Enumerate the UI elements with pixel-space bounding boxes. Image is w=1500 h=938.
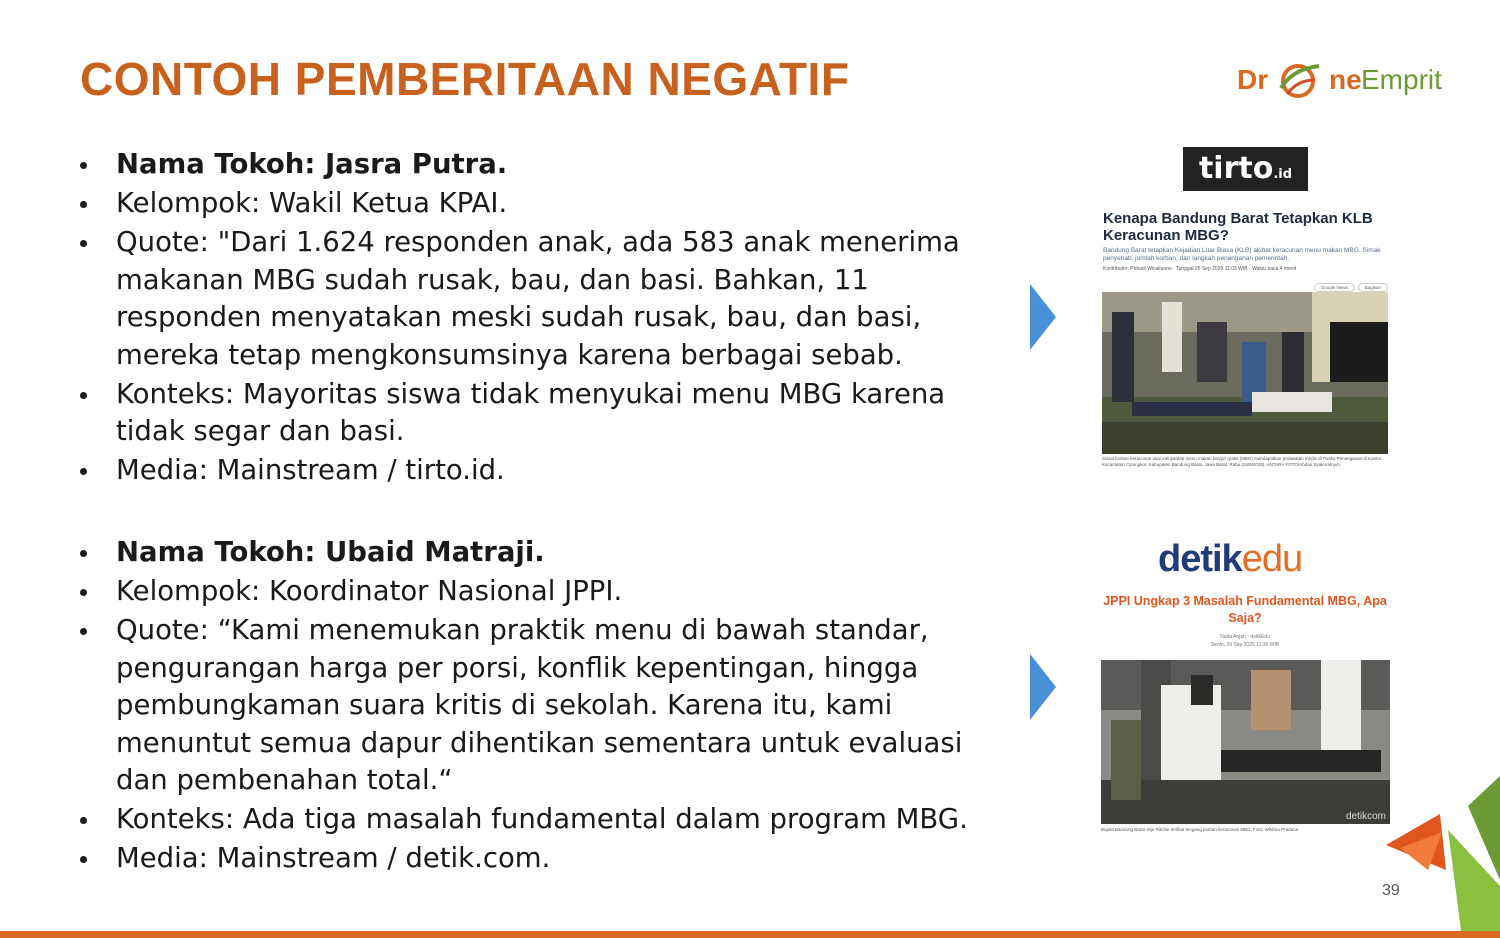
logo-text-part3: Emprit (1361, 64, 1442, 95)
tirto-photo-caption: Siswa korban keracunan usai menyantap menu makan bergizi gratis (MBG) mendapatkan perawatan medis di Posko Penanganan di Kantor Kecamatan Cipongkor, Kabupaten Bandung Barat, Jawa Barat, Rabu (24/9/2025). ANTARA FOTO/Abdan Syakura/nym. (1102, 456, 1382, 467)
bullet-group: Kelompok: Koordinator Nasional JPPI. (78, 573, 1008, 611)
corner-decoration (1380, 770, 1500, 938)
tirto-headline: Kenapa Bandung Barat Tetapkan KLB Keracunan MBG? (1103, 210, 1373, 244)
bullet-name: Nama Tokoh: Ubaid Matraji. (78, 534, 1008, 572)
tirto-logo (1183, 147, 1308, 191)
bullet-group: Kelompok: Wakil Ketua KPAI. (78, 185, 1008, 223)
tirto-logo-main: tirto (1198, 151, 1274, 186)
tirto-article-card (1100, 210, 1390, 472)
detik-logo-main: detik (1158, 538, 1242, 580)
bottom-accent-line (0, 931, 1500, 938)
slide-title: CONTOH PEMBERITAAN NEGATIF (80, 53, 850, 105)
bullet-context: Konteks: Ada tiga masalah fundamental dalam program MBG. (78, 801, 1008, 839)
detikedu-logo (1158, 538, 1302, 581)
detik-article-photo (1101, 660, 1390, 824)
bullet-context: Konteks: Mayoritas siswa tidak menyukai menu MBG karena tidak segar dan basi. (78, 376, 1008, 451)
tirto-article-photo (1102, 292, 1388, 454)
detik-photo-caption: Bupati Bandung Barat Jeje Ritchie terlihat tengang korban keracunan MBG. Foto: Whibno Pradana (1101, 827, 1299, 832)
bullet-quote: Quote: “Kami menemukan praktik menu di bawah standar, pengurangan harga per porsi, konflik kepentingan, hingga pembungkaman suara kritis di sekolah. Karena itu, kami menuntut semua dapur dihentikan sementara untuk evaluasi dan pembenahan total.“ (78, 612, 1008, 800)
google-news-button[interactable]: Google News (1314, 283, 1355, 292)
arrow-right-icon (1030, 654, 1056, 720)
detik-author: Nada Anjah - detikEdu (1220, 634, 1270, 640)
tirto-logo-suffix: .id (1273, 167, 1293, 182)
share-button[interactable]: Bagikan (1358, 283, 1388, 292)
tirto-meta: Kontributor: Pribadi Wicaksono · Tanggal 25 Sep 2025 11:03 WIB · Waktu baca 4 menit (1103, 266, 1297, 272)
detik-watermark: detikcom (1345, 811, 1386, 822)
bullet-media: Media: Mainstream / tirto.id. (78, 452, 1008, 490)
arrow-right-icon (1030, 284, 1056, 350)
bullet-quote: Quote: "Dari 1.624 responden anak, ada 583 anak menerima makanan MBG sudah rusak, bau, dan basi. Bahkan, 11 responden menyatakan meski sudah rusak, bau, dan basi, mereka tetap mengkonsumsinya karena berbagai sebab. (78, 224, 1008, 374)
drone-swirl-icon (1273, 58, 1323, 104)
drone-emprit-logo (1237, 58, 1442, 104)
detik-meta (1100, 633, 1390, 649)
detik-headline: JPPI Ungkap 3 Masalah Fundamental MBG, Apa Saja? (1103, 594, 1387, 625)
detik-date: Senin, 29 Sep 2025 11:30 WIB (1210, 642, 1280, 648)
detik-logo-sub: edu (1241, 538, 1303, 580)
spokesperson-list-1 (78, 146, 1008, 491)
page-number: 39 (1382, 882, 1400, 899)
bullet-name: Nama Tokoh: Jasra Putra. (78, 146, 1008, 184)
logo-text-part1: Dr (1237, 64, 1269, 95)
spokesperson-list-2 (78, 534, 1008, 879)
logo-text-part2: ne (1329, 64, 1362, 95)
tirto-share-buttons (1311, 274, 1388, 293)
tirto-subhead: Bandung Barat tetapkan Kejadian Luar Biasa (KLB) akibat keracunan menu makan MBG. Simak penyebab, jumlah korban, dan langkah penanganan pemerintah. (1103, 247, 1381, 262)
bullet-media: Media: Mainstream / detik.com. (78, 840, 1008, 878)
